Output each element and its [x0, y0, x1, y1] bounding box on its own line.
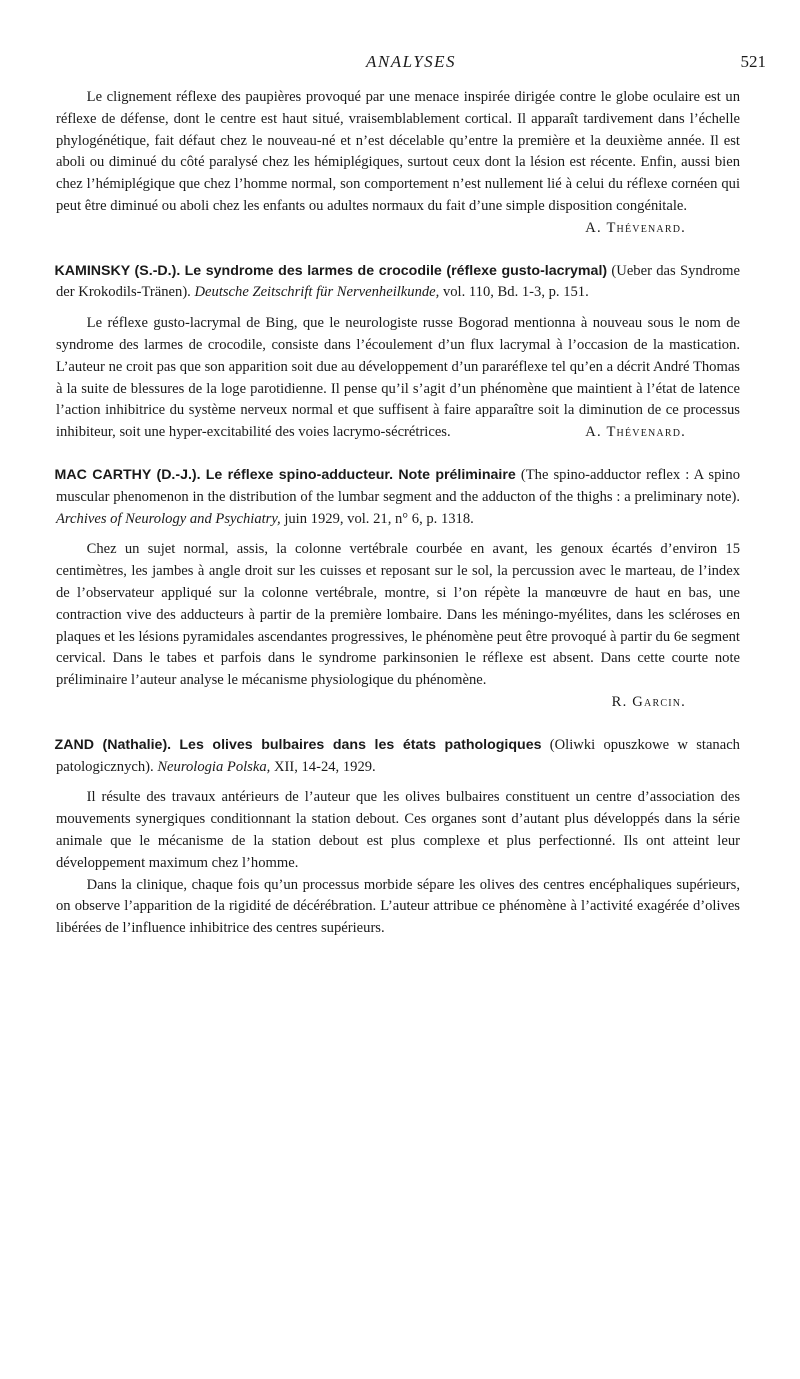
entry-citation: juin 1929, vol. 21, n° 6, p. 1318. [284, 510, 474, 527]
running-title: ANALYSES [365, 52, 457, 71]
entry-author: KAMINSKY (S.-D.). [54, 262, 181, 279]
intro-paragraph: Le clignement réflexe des paupières provoqué par une menace inspirée dirigée contre le globe oculaire est un réflexe de défense, dont le centre est haut situé, vraisemblablement cortical. Il apparaît tardivement dans l’échelle phylogénétique, fait défaut chez le nouveau-né et n’est décelable qu’entre la première et la deuxième année. Il est aboli ou diminué du côté paralysé chez les hémiplégiques, surtout ceux dont la lésion est récente. Enfin, aussi bien chez l’hémiplégique que chez l’homme normal, son comportement n’est nullement lié à celui du réflexe cornéen qui peut être diminué ou aboli chez les enfants ou adultes normaux du fait d’une simple disposition congénitale. [56, 89, 740, 214]
entry-heading [56, 261, 740, 305]
entry-author: MAC CARTHY (D.-J.). [54, 466, 201, 483]
entry-original-title: (Oliwki opuszkowe w stanach patologicznych). [56, 736, 740, 775]
entry-heading [56, 465, 740, 530]
abstract-entry-mac-carthy [56, 465, 740, 714]
entry-original-title: (The spino-adductor reflex : A spino muscular phenomenon in the distribution of the lumbar segment and the adducton of the thighs : a preliminary note). [56, 466, 741, 505]
entry-paragraph: Dans la clinique, chaque fois qu’un processus morbide sépare les olives des centres encéphaliques supérieurs, on observe l’apparition de la rigidité de décérébration. L’auteur attribue ce phénomène à l’activité exagérée d’olives libérées de l’influence inhibitrice des centres supérieurs. [56, 876, 740, 937]
entry-paragraph: Il résulte des travaux antérieurs de l’auteur que les olives bulbaires constituent un centre d’association des mouvements synergiques conditionnant la station debout. Ces organes sont d’autant plus développés dans la série animale que le mécanisme de la station debout est plus complexe et plus perfectionné. Ils ont atteint leur développement maximum chez l’homme. [56, 789, 740, 871]
entry-body [56, 313, 740, 444]
running-head [56, 52, 766, 74]
entry-signature: A. Thévenard. [585, 424, 686, 441]
entry-title: Le syndrome des larmes de crocodile (réflexe gusto-lacrymal) [184, 262, 608, 279]
page-content [56, 87, 740, 940]
entry-journal: Neurologia Polska, [157, 758, 271, 775]
abstract-entry-kaminsky [56, 261, 740, 444]
entry-signature: R. Garcin. [611, 693, 686, 710]
entry-paragraph: Chez un sujet normal, assis, la colonne vertébrale courbée en avant, les genoux écartés d’environ 15 centimètres, les jambes à angle droit sur les cuisses et reposant sur le sol, la percussion avec le marteau, de l’index de l’observateur appliqué sur la colonne vertébrale, montre, si l’on répète la manœuvre de haut en bas, une contraction vive des adducteurs à partir de la première lombaire. Dans les méningo-myélites, dans les scléroses en plaques et les lésions pyramidales ascendantes progressives, le phénomène peut être provoqué à partir du 6e segment cervical. Dans le tabes et parfois dans le syndrome parkinsonien le réflexe est absent. Dans cette courte note préliminaire l’auteur analyse le mécanisme physiologique du phénomène. [56, 541, 740, 689]
entry-citation: XII, 14-24, 1929. [273, 758, 376, 775]
intro-signature: A. Thévenard. [585, 219, 686, 236]
entry-title: Le réflexe spino-adducteur. Note préliminaire [205, 466, 516, 483]
page-number: 521 [740, 52, 766, 71]
entry-journal: Deutsche Zeitschrift für Nervenheilkunde, [194, 284, 440, 301]
abstract-entry-zand [56, 735, 740, 940]
entry-journal: Archives of Neurology and Psychiatry, [56, 510, 281, 527]
entry-paragraph: Le réflexe gusto-lacrymal de Bing, que le neurologiste russe Bogorad mentionna à nouveau sous le nom de syndrome des larmes de crocodile, consiste dans l’écoulement d’un flux lacrymal à l’occasion de la mastication. L’auteur ne croit pas que son apparition soit due au développement d’un pararéflexe tel qu’en a décrit André Thomas à la suite de blessures de la loge parotidienne. Il pense qu’il s’agit d’un phénomène que maintient à l’état de latence l’action inhibitrice du système nerveux normal et que suffisent à faire apparaître soit la diminution de ce processus inhibiteur, soit une hyper-excitabilité des voies lacrymo-sécrétrices. A. Thévenard. [56, 313, 740, 444]
entry-citation: vol. 110, Bd. 1-3, p. 151. [442, 284, 589, 301]
entry-author: ZAND (Nathalie). [54, 736, 172, 753]
entry-original-title: (Ueber das Syndrome der Krokodils-Tränen). [56, 262, 740, 301]
entry-title: Les olives bulbaires dans les états pathologiques [179, 736, 542, 753]
entry-heading [56, 735, 740, 779]
